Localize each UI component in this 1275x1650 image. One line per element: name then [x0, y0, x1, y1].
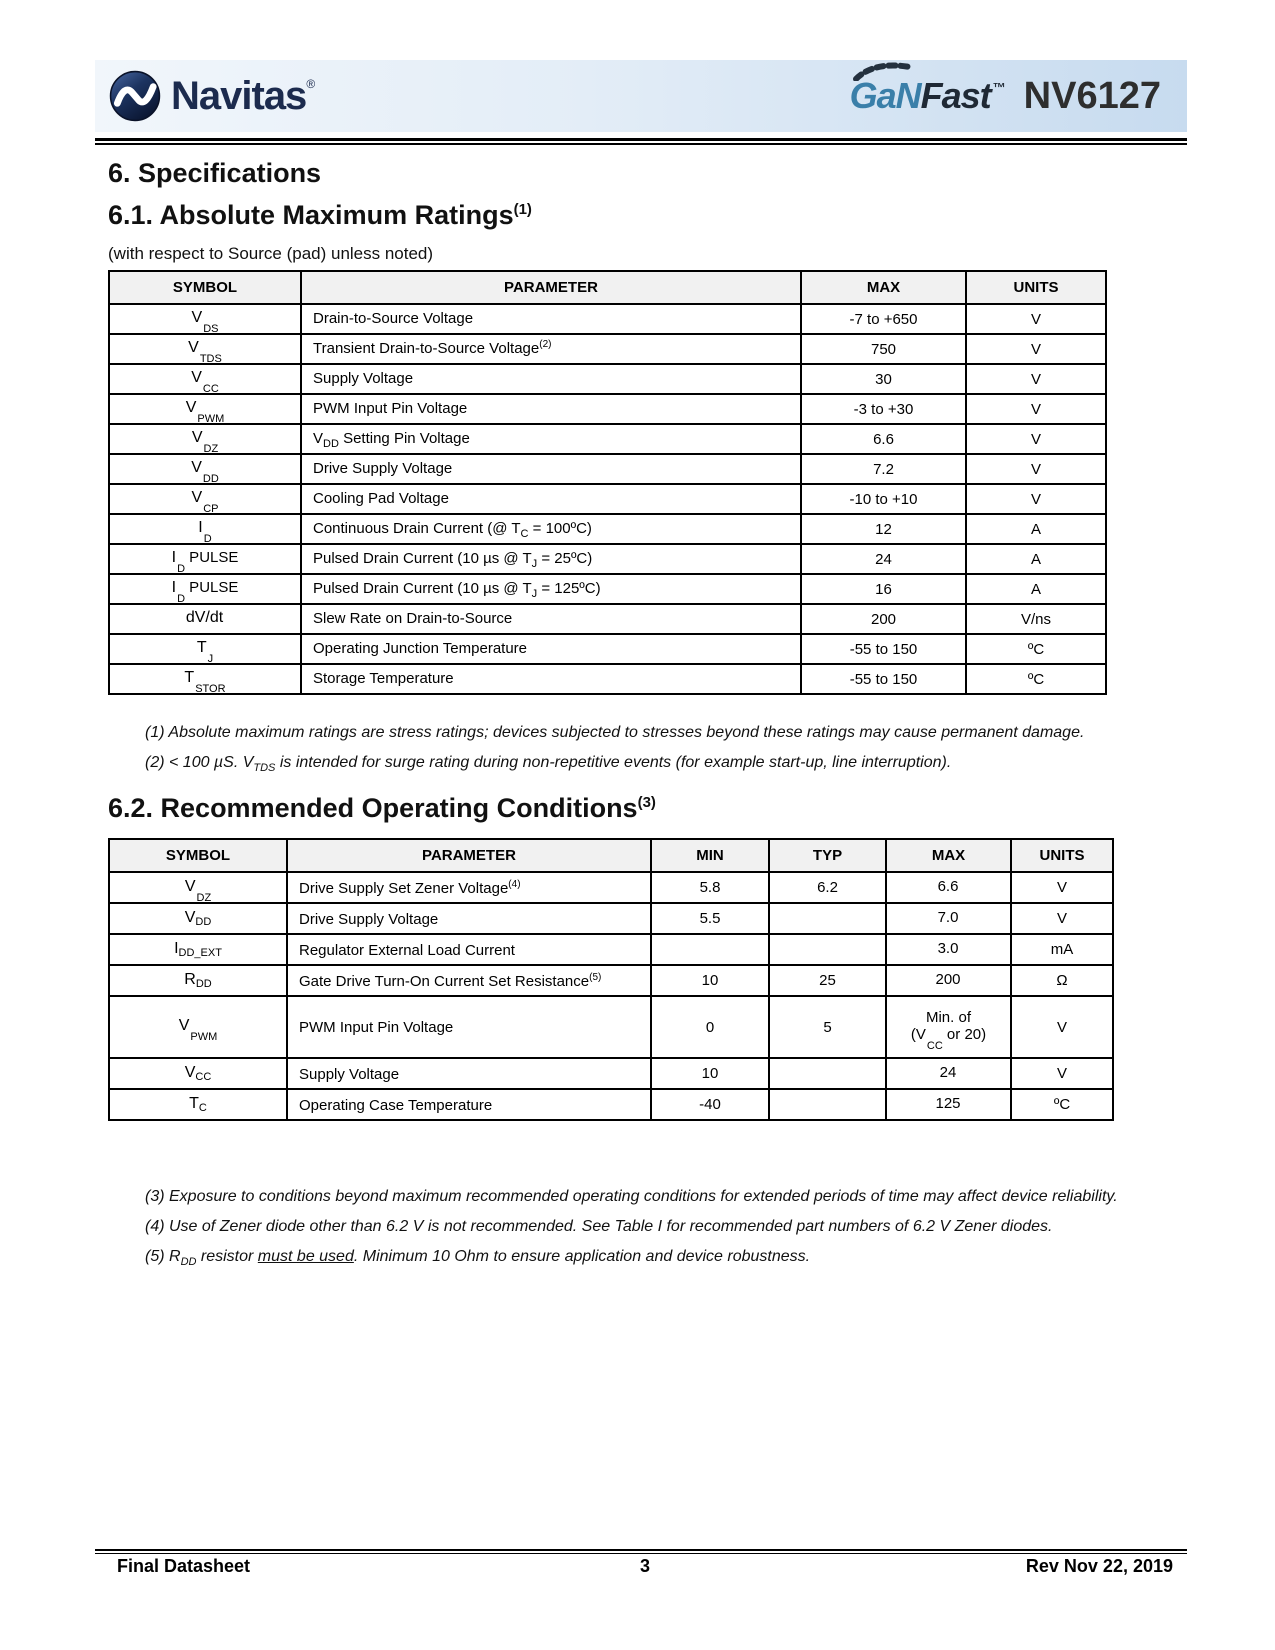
parameter-cell: [301, 334, 801, 364]
symbol-suffix: PULSE: [185, 579, 239, 596]
table-header-row: [109, 839, 1113, 872]
roc-footnotes: [145, 1182, 1118, 1277]
header-band: [95, 60, 1187, 132]
param-text: Transient Drain-to-Source Voltage: [313, 339, 540, 357]
symbol-base: R: [184, 971, 196, 988]
max-cell: 12: [801, 514, 966, 544]
parameter-cell: [301, 634, 801, 664]
param-text: PWM Input Pin Voltage: [299, 1019, 454, 1036]
navitas-logo-icon: [109, 70, 161, 122]
parameter-cell: [287, 1089, 651, 1120]
symbol-cell: [109, 965, 287, 996]
parameter-cell: [301, 364, 801, 394]
footnote-5-text-2: resistor: [196, 1248, 258, 1265]
table-row: [109, 574, 1106, 604]
max-cell: -55 to 150: [801, 664, 966, 694]
units-cell: ºC: [966, 634, 1106, 664]
symbol-cell: [109, 304, 301, 334]
col-header-symbol: SYMBOL: [109, 839, 287, 872]
table-row: [109, 364, 1106, 394]
col-header-symbol: SYMBOL: [109, 271, 301, 304]
symbol-cell: [109, 934, 287, 965]
units-cell: V/ns: [966, 604, 1106, 634]
min-cell: -40: [651, 1089, 769, 1120]
symbol-cell: [109, 544, 301, 574]
symbol-base: V: [191, 429, 203, 446]
param-text: Slew Rate on Drain-to-Source: [313, 609, 513, 627]
registered-mark: ®: [306, 77, 316, 92]
typ-cell: [769, 1089, 886, 1120]
col-header-max: MAX: [886, 839, 1011, 872]
param-footnote-ref: (4): [508, 878, 521, 890]
typ-cell: 25: [769, 965, 886, 996]
symbol-sub: DS: [203, 323, 219, 335]
parameter-cell: [287, 965, 651, 996]
typ-cell: [769, 934, 886, 965]
max-text: 6.6: [937, 877, 959, 895]
table-row: [109, 965, 1113, 996]
param-text-2: = 25ºC): [537, 549, 593, 567]
param-text: Supply Voltage: [313, 369, 414, 387]
symbol-cell: [109, 996, 287, 1058]
units-cell: ºC: [966, 664, 1106, 694]
col-header-units: UNITS: [1011, 839, 1113, 872]
col-header-parameter: PARAMETER: [301, 271, 801, 304]
symbol-cell: [109, 334, 301, 364]
min-cell: 5.5: [651, 903, 769, 934]
parameter-cell: [301, 664, 801, 694]
max-cell: 7.2: [801, 454, 966, 484]
units-cell: V: [966, 484, 1106, 514]
units-cell: V: [966, 304, 1106, 334]
page-number: 3: [639, 1556, 650, 1576]
param-text: Storage Temperature: [313, 669, 454, 687]
parameter-cell: [287, 872, 651, 903]
footnote-5-text: (5) R: [145, 1248, 181, 1265]
table-row: [109, 484, 1106, 514]
symbol-sub: C: [198, 1102, 207, 1114]
symbol-base: T: [184, 669, 195, 686]
param-footnote-ref: (2): [539, 338, 552, 350]
symbol-sub: CP: [203, 503, 219, 515]
symbol-sub: DZ: [196, 891, 212, 904]
max-text: 24: [939, 1063, 957, 1081]
parameter-cell: [301, 454, 801, 484]
typ-cell: 6.2: [769, 872, 886, 903]
table-row: [109, 454, 1106, 484]
part-number: NV6127: [1023, 74, 1161, 117]
param-sub: J: [531, 557, 538, 570]
max-cell: -3 to +30: [801, 394, 966, 424]
table-row: [109, 304, 1106, 334]
speedometer-arc-icon: [852, 59, 916, 81]
symbol-base: V: [185, 399, 197, 416]
parameter-cell: [301, 394, 801, 424]
max-cell: [886, 903, 1011, 934]
param-text: PWM Input Pin Voltage: [313, 399, 468, 417]
units-cell: V: [966, 334, 1106, 364]
section-title-specifications: 6. Specifications: [108, 158, 322, 188]
symbol-cell: [109, 454, 301, 484]
min-cell: 5.8: [651, 872, 769, 903]
brand-wordmark: [171, 74, 315, 119]
footnote-5-sub: DD: [180, 1256, 197, 1269]
footer-revision: Rev Nov 22, 2019: [1025, 1556, 1173, 1576]
symbol-base: V: [191, 459, 202, 476]
units-cell: V: [966, 424, 1106, 454]
max-cell: [886, 965, 1011, 996]
param-text: Regulator External Load Current: [299, 941, 515, 959]
parameter-cell: [301, 574, 801, 604]
table-row: [109, 334, 1106, 364]
symbol-cell: [109, 364, 301, 394]
param-text: Drive Supply Voltage: [313, 459, 453, 477]
symbol-cell: [109, 634, 301, 664]
parameter-cell: [301, 514, 801, 544]
symbol-sub: DD: [195, 916, 212, 928]
footnote-2-text: (2) < 100 µS. V: [145, 754, 254, 771]
max-cell: 30: [801, 364, 966, 394]
symbol-sub: DD: [195, 978, 212, 990]
footnote-5-underlined: must be used: [257, 1248, 354, 1265]
max-cell: [886, 1089, 1011, 1120]
max-cell: [886, 934, 1011, 965]
table-row: [109, 1089, 1113, 1120]
symbol-base: V: [184, 877, 196, 895]
footnote-3: (3) Exposure to conditions beyond maximum recommended operating conditions for extended periods of time may affect device reliability.: [145, 1188, 1118, 1205]
max-line-1: Min. of: [925, 1008, 971, 1026]
param-text-2: = 100ºC): [528, 519, 592, 537]
parameter-cell: [287, 903, 651, 934]
units-cell: mA: [1011, 934, 1113, 965]
max-text: (V: [910, 1025, 926, 1043]
units-cell: V: [966, 364, 1106, 394]
symbol-sub: PWM: [190, 1031, 218, 1043]
max-text: 7.0: [937, 908, 959, 926]
footnote-5: [145, 1242, 1118, 1277]
table-row: [109, 634, 1106, 664]
parameter-cell: [301, 484, 801, 514]
symbol-sub: D: [203, 533, 212, 545]
symbol-cell: [109, 1089, 287, 1120]
recommended-operating-conditions-table: [108, 838, 1114, 1121]
param-footnote-ref: (5): [589, 971, 602, 983]
symbol-cell: [109, 424, 301, 454]
symbol-cell: [109, 604, 301, 634]
param-text: Drive Supply Set Zener Voltage: [299, 879, 509, 897]
symbol-sub: DZ: [203, 443, 219, 455]
max-cell: -55 to 150: [801, 634, 966, 664]
col-header-max: MAX: [801, 271, 966, 304]
param-text: V: [313, 429, 324, 447]
footnote-4: (4) Use of Zener diode other than 6.2 V is not recommended. See Table I for recommended part numbers of 6.2 V Zener diodes.: [145, 1218, 1053, 1235]
max-text: 3.0: [937, 939, 959, 957]
brand-name: Navitas: [171, 73, 307, 118]
symbol-cell: [109, 574, 301, 604]
absolute-maximum-ratings-table: [108, 270, 1107, 695]
param-sub: DD: [323, 437, 339, 450]
units-cell: V: [1011, 872, 1113, 903]
symbol-sub: D: [177, 593, 186, 605]
roc-heading-text: 6.2. Recommended Operating Conditions: [108, 793, 638, 823]
table-row: [109, 514, 1106, 544]
footer-rule: [95, 1549, 1187, 1554]
section-title-absolute-maximum-ratings: [108, 200, 532, 231]
param-text: Supply Voltage: [299, 1065, 400, 1083]
table-row: [109, 664, 1106, 694]
max-cell: [886, 996, 1011, 1058]
parameter-cell: [287, 1058, 651, 1089]
table-header-row: [109, 271, 1106, 304]
table-row: [109, 1058, 1113, 1089]
col-header-units: UNITS: [966, 271, 1106, 304]
footnote-2: [145, 748, 1084, 783]
table-row: [109, 394, 1106, 424]
typ-cell: [769, 1058, 886, 1089]
param-text: Gate Drive Turn-On Current Set Resistance: [299, 972, 590, 990]
table-row: [109, 544, 1106, 574]
footnote-5-text-3: . Minimum 10 Ohm to ensure application and device robustness.: [353, 1248, 811, 1265]
parameter-cell: [301, 424, 801, 454]
symbol-base: I: [198, 519, 203, 536]
symbol-cell: [109, 664, 301, 694]
page-footer: [95, 1556, 1187, 1577]
col-header-parameter: PARAMETER: [287, 839, 651, 872]
symbol-base: I: [171, 549, 177, 566]
parameter-cell: [287, 996, 651, 1058]
min-cell: [651, 934, 769, 965]
table-row: [109, 934, 1113, 965]
symbol-base: V: [188, 339, 199, 356]
amr-heading-text: 6.1. Absolute Maximum Ratings: [108, 200, 514, 230]
param-text: Pulsed Drain Current (10 µs @ T: [313, 549, 532, 567]
symbol-base: V: [184, 909, 196, 926]
units-cell: A: [966, 544, 1106, 574]
symbol-cell: [109, 1058, 287, 1089]
roc-heading-footnote-ref: (3): [637, 794, 656, 811]
units-cell: ºC: [1011, 1089, 1113, 1120]
symbol-sub: TDS: [199, 353, 222, 365]
units-cell: V: [1011, 1058, 1113, 1089]
symbol-base: V: [178, 1017, 190, 1034]
symbol-base: dV/dt: [185, 609, 224, 626]
param-text-2: Setting Pin Voltage: [338, 429, 470, 447]
units-cell: A: [966, 574, 1106, 604]
units-cell: V: [1011, 903, 1113, 934]
footnote-2-text-2: is intended for surge rating during non-repetitive events (for example start-up, line interruption).: [275, 754, 952, 771]
units-cell: V: [966, 454, 1106, 484]
param-text: Operating Junction Temperature: [313, 639, 528, 657]
symbol-base: V: [191, 489, 203, 506]
param-sub: J: [531, 587, 538, 600]
max-cell: 6.6: [801, 424, 966, 454]
symbol-base: V: [191, 369, 202, 386]
param-text: Pulsed Drain Current (10 µs @ T: [313, 579, 532, 597]
symbol-sub: PWM: [197, 413, 225, 425]
parameter-cell: [301, 304, 801, 334]
max-cell: -7 to +650: [801, 304, 966, 334]
table-row: [109, 604, 1106, 634]
max-cell: 24: [801, 544, 966, 574]
col-header-min: MIN: [651, 839, 769, 872]
units-cell: V: [1011, 996, 1113, 1058]
symbol-base: I: [171, 579, 177, 596]
max-cell: [886, 872, 1011, 903]
section-title-recommended-operating-conditions: [108, 793, 656, 824]
symbol-cell: [109, 872, 287, 903]
fast-text: Fast: [920, 74, 991, 116]
symbol-sub: STOR: [195, 683, 226, 695]
units-cell: V: [966, 394, 1106, 424]
parameter-cell: [301, 544, 801, 574]
max-text: 125: [935, 1094, 961, 1112]
symbol-sub: CC: [202, 383, 219, 395]
param-text-2: = 125ºC): [537, 579, 601, 597]
symbol-base: I: [174, 940, 179, 957]
param-text: Continuous Drain Current (@ T: [313, 519, 521, 537]
symbol-sub: D: [177, 563, 186, 575]
header-rule: [95, 138, 1187, 145]
param-text: Cooling Pad Voltage: [313, 489, 449, 507]
parameter-cell: [301, 604, 801, 634]
col-header-typ: TYP: [769, 839, 886, 872]
trademark-mark: ™: [992, 79, 1006, 95]
footer-status: Final Datasheet: [117, 1556, 251, 1576]
max-cell: -10 to +10: [801, 484, 966, 514]
max-text-2: or 20): [942, 1025, 987, 1043]
footnote-1: (1) Absolute maximum ratings are stress ratings; devices subjected to stresses beyond these ratings may cause permanent damage.: [145, 724, 1085, 741]
ganfast-lockup: [850, 75, 1161, 118]
min-cell: 0: [651, 996, 769, 1058]
symbol-sub: J: [207, 653, 214, 665]
min-cell: 10: [651, 1058, 769, 1089]
param-text: Drain-to-Source Voltage: [313, 309, 474, 327]
symbol-base: T: [189, 1095, 199, 1112]
symbol-cell: [109, 484, 301, 514]
symbol-base: V: [184, 1064, 196, 1081]
footnote-2-sub: TDS: [253, 762, 276, 775]
navitas-brand: [109, 70, 315, 122]
max-cell: 200: [801, 604, 966, 634]
ganfast-logo: [850, 75, 1006, 117]
symbol-base: V: [191, 309, 203, 326]
symbol-cell: [109, 394, 301, 424]
symbol-sub: DD_EXT: [178, 947, 222, 959]
param-sub: C: [520, 527, 529, 540]
amr-footnotes: [145, 718, 1084, 783]
param-text: Operating Case Temperature: [299, 1096, 493, 1114]
max-cell: [886, 1058, 1011, 1089]
units-cell: Ω: [1011, 965, 1113, 996]
gan-text: GaN: [849, 74, 921, 116]
symbol-sub: CC: [195, 1071, 212, 1083]
max-text: 200: [935, 970, 961, 988]
param-text: Drive Supply Voltage: [299, 910, 439, 928]
table-row: [109, 872, 1113, 903]
units-cell: A: [966, 514, 1106, 544]
table-row: [109, 903, 1113, 934]
symbol-sub: DD: [202, 473, 219, 485]
typ-cell: 5: [769, 996, 886, 1058]
typ-cell: [769, 903, 886, 934]
symbol-suffix: PULSE: [185, 549, 239, 566]
symbol-cell: [109, 514, 301, 544]
max-cell: 750: [801, 334, 966, 364]
max-sub: CC: [926, 1039, 943, 1052]
symbol-cell: [109, 903, 287, 934]
table-row: [109, 424, 1106, 454]
symbol-base: T: [196, 639, 207, 656]
amr-heading-footnote-ref: (1): [513, 201, 532, 218]
parameter-cell: [287, 934, 651, 965]
min-cell: 10: [651, 965, 769, 996]
max-cell: 16: [801, 574, 966, 604]
table-row: [109, 996, 1113, 1058]
amr-note: (with respect to Source (pad) unless noted): [108, 244, 434, 263]
